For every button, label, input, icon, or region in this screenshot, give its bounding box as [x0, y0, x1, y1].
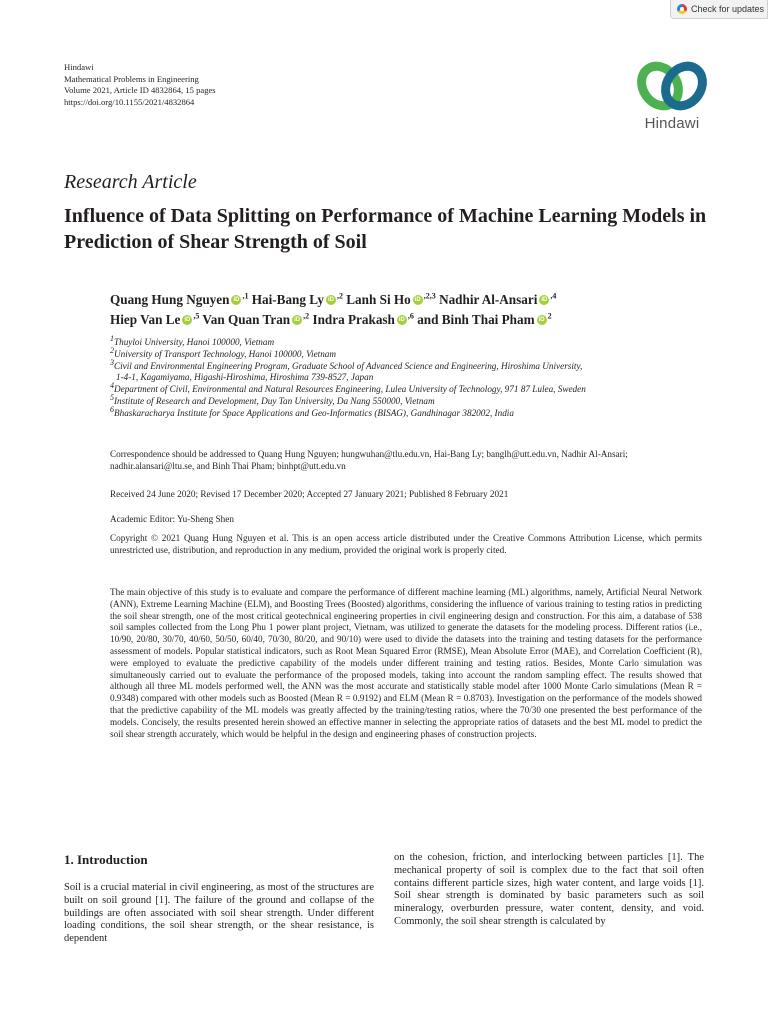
orcid-icon[interactable]: iD	[414, 296, 421, 303]
orcid-icon[interactable]: iD	[541, 296, 548, 303]
body-text-column-2: on the cohesion, friction, and interlocking between particles [1]. The mechanical property of soil is complex due to the fact that soil often contains different particle sizes, high water content, and large voids [1]. Soil shear strength is dominated by basic parameters such as soil mineralogy, overburden pressure, water content, density, and void. Commonly, the soil shear strength is calculated by	[394, 852, 704, 927]
check-for-updates-button[interactable]	[670, 0, 768, 19]
article-title: Influence of Data Splitting on Performance of Machine Learning Models in Prediction of Shear Strength of Soil	[64, 205, 707, 253]
copyright-notice: Copyright © 2021 Quang Hung Nguyen et al. This is an open access article distributed under the Creative Commons Attribution License, which permits unrestricted use, distribution, and reproduction in any medium, provided the original work is properly cited.	[110, 533, 702, 555]
author-name[interactable]: Lanh Si Ho	[346, 292, 411, 307]
publisher-name: Hindawi	[64, 62, 94, 72]
author-list-line-2: Hiep Van Le iD $^{,5}$ Van Quan Tran iD $^{,2}$ Indra Prakash iD $^{,6}$ and Binh Thai Pham iD $^2$	[110, 311, 552, 327]
orcid-icon[interactable]: iD	[398, 316, 405, 323]
orcid-icon[interactable]: iD	[233, 296, 240, 303]
author-name[interactable]: Quang Hung Nguyen	[110, 292, 230, 307]
crossmark-icon	[677, 4, 687, 14]
hindawi-logo-icon	[634, 58, 710, 114]
orcid-icon[interactable]: iD	[184, 316, 191, 323]
author-name[interactable]: and Binh Thai Pham	[417, 312, 535, 327]
author-name[interactable]: Hai-Bang Ly	[251, 292, 324, 307]
correspondence: Correspondence should be addressed to Quang Hung Nguyen; hungwuhan@tlu.edu.vn, Hai-Bang Ly; banglh@utt.edu.vn, Nadhir Al-Ansari; nadhir.alansari@ltu.se, and Binh Thai Pham; binhpt@utt.edu.vn	[110, 449, 628, 471]
body-text-column-1: Soil is a crucial material in civil engineering, as most of the structures are built on soil ground [1]. The failure of the ground and collapse of the buildings are often associated with soil shear strength. Under different loading conditions, the soil shear strength, or the shear resistance, is dependent	[64, 882, 374, 945]
affiliation: 1-4-1, Kagamiyama, Higashi-Hiroshima, Hiroshima 739-8527, Japan	[116, 372, 374, 383]
doi-link[interactable]: https://doi.org/10.1155/2021/4832864	[64, 96, 195, 107]
orcid-icon[interactable]: iD	[294, 316, 301, 323]
author-list-line-1: Quang Hung Nguyen iD $^{,1}$ Hai-Bang Ly iD $^{,2}$ Lanh Si Ho iD $^{,2,3}$ Nadhir Al-Ansari iD $^{,4}$	[110, 291, 557, 307]
affiliation: $^3$Civil and Environmental Engineering Program, Graduate School of Advanced Science and Engineering, Hiroshima University,	[110, 357, 583, 371]
check-for-updates-label: Check for updates	[691, 4, 765, 14]
affiliation: $^6$Bhaskaracharya Institute for Space Applications and Geo-Informatics (BISAG), Gandhinagar 382002, India	[110, 404, 514, 418]
orcid-icon[interactable]: iD	[327, 296, 334, 303]
affiliation: $^1$Thuyloi University, Hanoi 100000, Vietnam	[110, 333, 275, 347]
author-name[interactable]: Hiep Van Le	[110, 312, 181, 327]
affiliation: $^5$Institute of Research and Development, Duy Tan University, Da Nang 550000, Vietnam	[110, 392, 435, 406]
author-name[interactable]: Van Quan Tran	[202, 312, 291, 327]
abstract: The main objective of this study is to evaluate and compare the performance of different machine learning (ML) algorithms, namely, Artificial Neural Network (ANN), Extreme Learning Machine (ELM), and Boosting Trees (Boosted) algorithms, considering the influence of various training to testing ratios in predicting the soil shear strength, one of the most critical geotechnical engineering properties in civil engineering design and construction. For this aim, a database of 538 soil samples collected from the Long Phu 1 power plant project, Vietnam, was utilized to generate the datasets for the modeling process. Different ratios (i.e., 10/90, 20/80, 30/70, 40/60, 50/50, 60/40, 70/30, 80/20, and 90/10) were used to divide the datasets into the training and testing datasets for the performance assessment of models. Popular statistical indicators, such as Root Mean Squared Error (RMSE), Mean Absolute Error (MAE), and Correlation Coefficient (R), were employed to evaluate the predictive capability of the models under different training and testing ratios. Besides, Monte Carlo simulation was simultaneously carried out to evaluate the performance of the proposed models, taking into account the random sampling effect. The results showed that although all three ML models performed well, the ANN was the most accurate and statistically stable model after 1000 Monte Carlo simulations (Mean R = 0.9348) compared with other models such as Boosted (Mean R = 0.9192) and ELM (Mean R = 0.8703). Investigation on the performance of the models showed that the predictive capability of the ML models was greatly affected by the training/testing ratios, where the 70/30 one presented the best performance of the models. Concisely, the results presented herein showed an effective manner in selecting the appropriate ratios of datasets and the best ML model to predict the soil shear strength accurately, which would be helpful in the design and engineering phases of construction projects.	[110, 587, 702, 739]
journal-info	[64, 62, 216, 108]
section-heading: 1. Introduction	[64, 852, 148, 867]
journal-name: Mathematical Problems in Engineering	[64, 73, 199, 84]
hindawi-logo-word: Hindawi	[644, 115, 700, 132]
journal-volume: Volume 2021, Article ID 4832864, 15 pages	[64, 85, 216, 96]
orcid-icon[interactable]: iD	[538, 316, 545, 323]
academic-editor: Academic Editor: Yu-Sheng Shen	[110, 514, 234, 524]
affiliation: $^2$University of Transport Technology, Hanoi 100000, Vietnam	[110, 345, 337, 359]
affiliations	[110, 333, 710, 420]
article-dates: Received 24 June 2020; Revised 17 December 2020; Accepted 27 January 2021; Published 8 February 2021	[110, 489, 509, 499]
affiliation: $^4$Department of Civil, Environmental and Natural Resources Engineering, Lulea University of Technology, 971 87 Lulea, Sweden	[110, 381, 586, 395]
author-name[interactable]: Nadhir Al-Ansari	[439, 292, 538, 307]
author-name[interactable]: Indra Prakash	[312, 312, 395, 327]
article-type: Research Article	[64, 171, 197, 193]
